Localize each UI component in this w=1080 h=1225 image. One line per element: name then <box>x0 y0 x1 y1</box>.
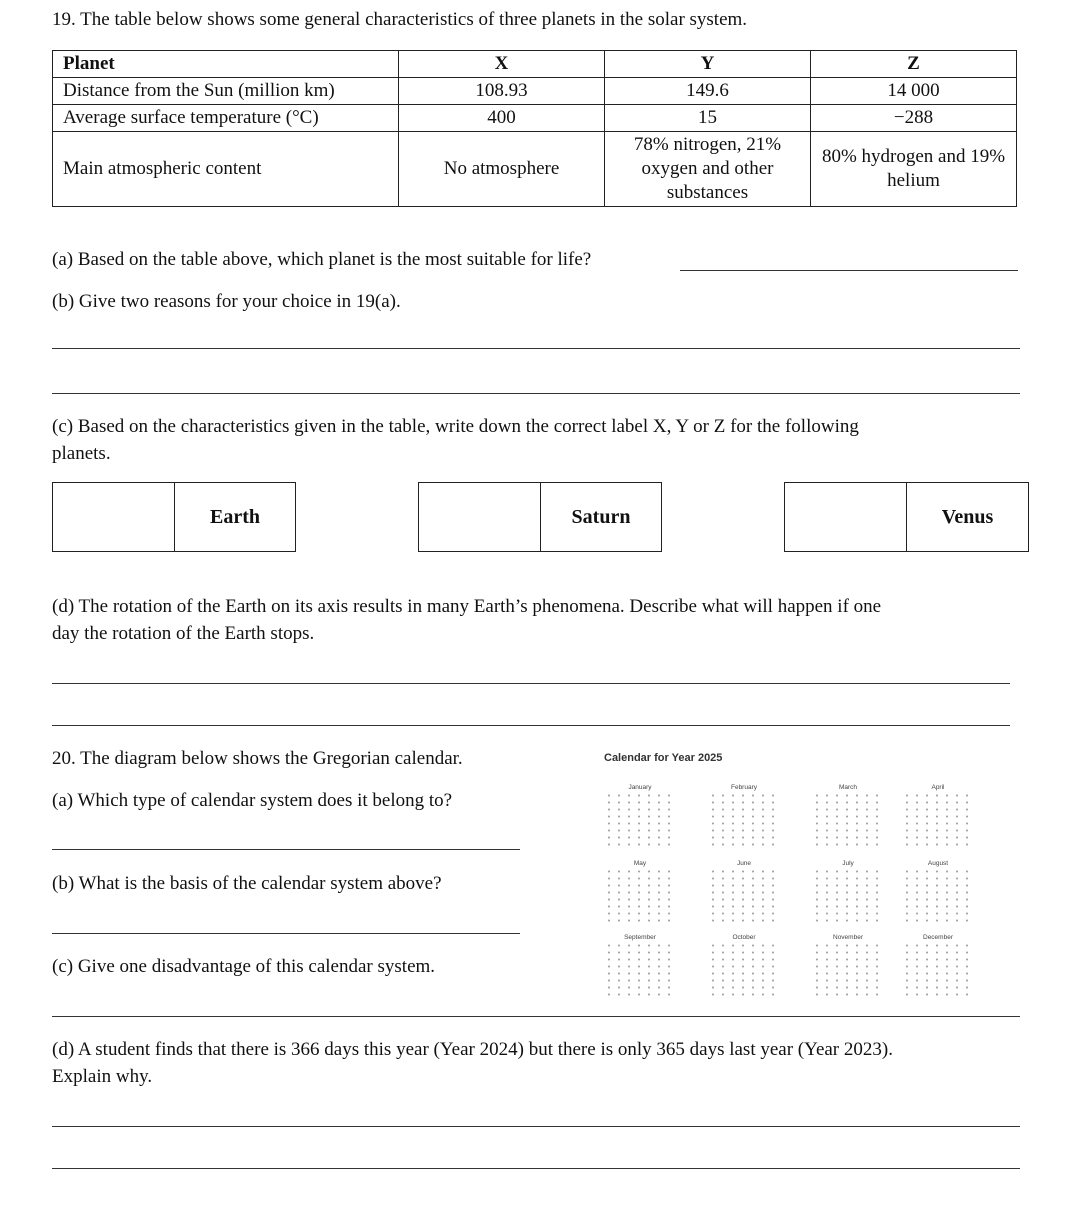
saturn-label: Saturn <box>571 505 631 528</box>
month-name: November <box>833 934 863 941</box>
month-day-grid <box>902 868 974 922</box>
cell: 149.6 <box>605 78 811 105</box>
cell: 15 <box>605 105 811 132</box>
q20b-text: (b) What is the basis of the calendar system above? <box>52 873 442 894</box>
q19b-text: (b) Give two reasons for your choice in 19(a). <box>52 291 401 312</box>
month-day-grid <box>708 868 780 922</box>
table-row <box>53 105 1017 132</box>
month-name: February <box>730 784 757 791</box>
venus-label-box <box>784 482 1029 552</box>
answer-line[interactable] <box>52 683 1010 684</box>
month-name: December <box>923 934 953 941</box>
month-name: March <box>838 784 858 791</box>
q19d-text-line2: day the rotation of the Earth stops. <box>52 623 315 644</box>
earth-answer-box[interactable] <box>53 483 175 551</box>
q20a-text: (a) Which type of calendar system does it belong to? <box>52 790 453 811</box>
venus-answer-box[interactable] <box>785 483 907 551</box>
cell: 14 000 <box>811 78 1017 105</box>
header-x: X <box>399 51 605 78</box>
answer-line[interactable] <box>52 1016 1020 1017</box>
month-day-grid <box>604 868 676 922</box>
cell: 78% nitrogen, 21% oxygen and other substances <box>605 132 811 207</box>
q19-intro: 19. The table below shows some general characteristics of three planets in the solar system. <box>52 9 748 30</box>
cell: No atmosphere <box>399 132 605 207</box>
header-planet: Planet <box>53 51 399 78</box>
month-day-grid <box>708 942 780 996</box>
month-name: July <box>842 860 854 867</box>
earth-label: Earth <box>210 505 260 528</box>
answer-line[interactable] <box>52 725 1010 726</box>
month-day-grid <box>812 942 884 996</box>
month-name: September <box>624 934 656 941</box>
cell: −288 <box>811 105 1017 132</box>
row-label: Average surface temperature (°C) <box>53 105 399 132</box>
q20c-text: (c) Give one disadvantage of this calendar system. <box>52 956 436 977</box>
calendar-title: Calendar for Year 2025 <box>604 752 723 764</box>
calendar-month <box>810 860 886 922</box>
month-name: August <box>927 860 949 867</box>
q20d-text-line1: (d) A student finds that there is 366 days this year (Year 2024) but there is only 365 days last year (Year 2023). <box>52 1039 893 1060</box>
calendar-month <box>706 784 782 846</box>
calendar-month <box>900 860 976 922</box>
month-day-grid <box>812 792 884 846</box>
month-name: October <box>732 934 756 941</box>
header-y: Y <box>605 51 811 78</box>
calendar-month <box>900 784 976 846</box>
calendar-month <box>900 934 976 996</box>
answer-line[interactable] <box>52 1168 1020 1169</box>
table-row <box>53 78 1017 105</box>
q19a-text: (a) Based on the table above, which planet is the most suitable for life? <box>52 249 592 270</box>
month-day-grid <box>708 792 780 846</box>
calendar-month <box>602 860 678 922</box>
answer-line[interactable] <box>52 1126 1020 1127</box>
cell: 80% hydrogen and 19% helium <box>811 132 1017 207</box>
month-name: June <box>736 860 752 867</box>
month-day-grid <box>604 942 676 996</box>
table-header-row <box>53 51 1017 78</box>
month-name: May <box>633 860 647 867</box>
answer-line[interactable] <box>52 933 520 934</box>
q19d-text-line1: (d) The rotation of the Earth on its axis results in many Earth’s phenomena. Describe what will happen if one <box>52 596 882 617</box>
cell: 108.93 <box>399 78 605 105</box>
saturn-label-box <box>418 482 662 552</box>
calendar-month <box>706 860 782 922</box>
month-day-grid <box>902 792 974 846</box>
answer-line[interactable] <box>680 270 1018 271</box>
calendar-month <box>810 784 886 846</box>
saturn-answer-box[interactable] <box>419 483 541 551</box>
q20d-text-line2: Explain why. <box>52 1066 153 1087</box>
calendar-month <box>810 934 886 996</box>
q19c-text-line2: planets. <box>52 443 111 464</box>
q19c-text-line1: (c) Based on the characteristics given in the table, write down the correct label X, Y or Z for the following <box>52 416 859 437</box>
month-day-grid <box>812 868 884 922</box>
month-day-grid <box>902 942 974 996</box>
cell: 400 <box>399 105 605 132</box>
answer-line[interactable] <box>52 348 1020 349</box>
venus-label: Venus <box>941 505 994 528</box>
month-name: January <box>628 784 652 791</box>
calendar-month <box>706 934 782 996</box>
earth-label-box <box>52 482 296 552</box>
calendar-month <box>602 934 678 996</box>
answer-line[interactable] <box>52 849 520 850</box>
q20-intro: 20. The diagram below shows the Gregorian calendar. <box>52 748 463 769</box>
row-label: Main atmospheric content <box>53 132 399 207</box>
header-z: Z <box>811 51 1017 78</box>
planet-table <box>52 50 1017 207</box>
row-label: Distance from the Sun (million km) <box>53 78 399 105</box>
gregorian-calendar-figure <box>600 752 1030 1002</box>
table-row <box>53 132 1017 207</box>
month-name: April <box>931 784 945 791</box>
month-day-grid <box>604 792 676 846</box>
answer-line[interactable] <box>52 393 1020 394</box>
calendar-month <box>602 784 678 846</box>
